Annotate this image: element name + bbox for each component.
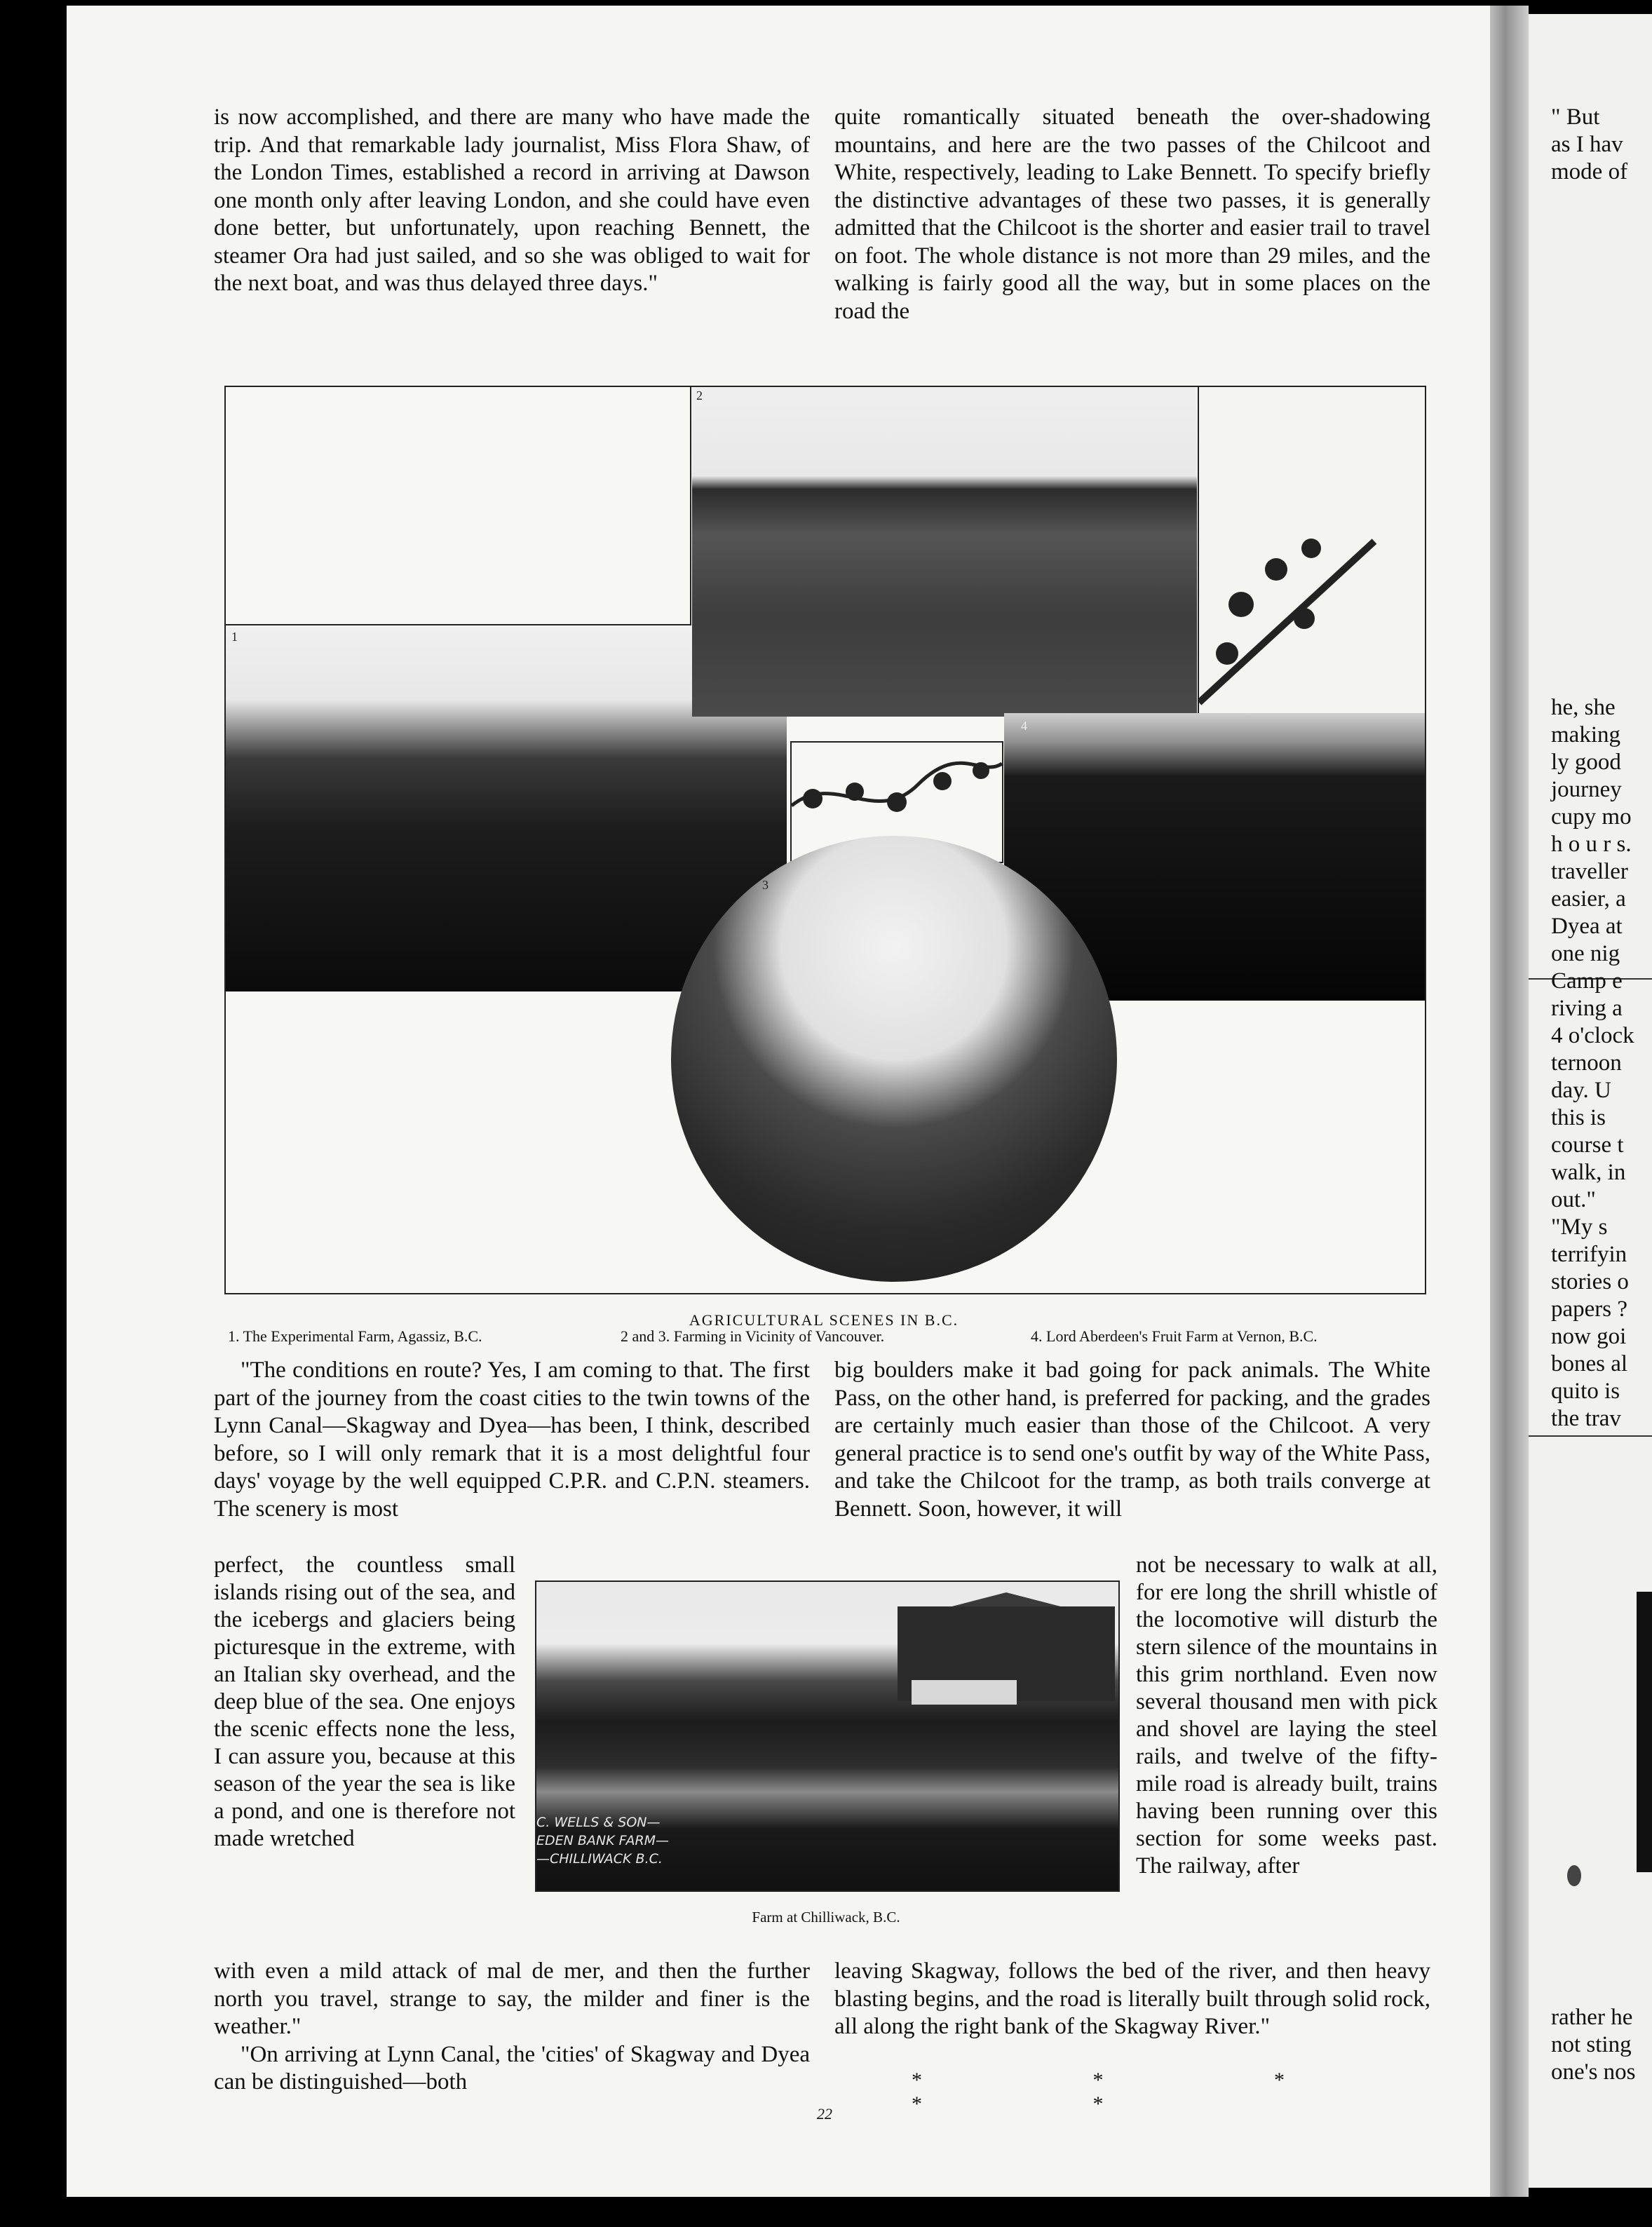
ink-spot xyxy=(1567,1865,1581,1886)
divider xyxy=(1529,1435,1652,1437)
paragraph: perfect, the countless small islands rising out of the sea, and the icebergs and glaciers being picturesque in the extreme, with an Italian sky overhead, and the deep blue of the sea. One enjoys the scenic effects none the less, I can assure you, because at this season of the year the sea is like a pond, and one is therefore not made wretched xyxy=(214,1552,515,1851)
article-column-top-left xyxy=(214,104,810,298)
paragraph: leaving Skagway, follows the bed of the river, and then heavy blasting begins, and the road is literally built through solid rock, all along the right bank of the Skagway River." xyxy=(834,1958,1430,2039)
facing-page-line: h o u r s. xyxy=(1551,832,1632,857)
photo-number: 2 xyxy=(696,388,703,402)
article-column-mid-left xyxy=(214,1357,810,1523)
facing-page-line: papers ? xyxy=(1551,1297,1628,1322)
stamp-line: —CHILLIWACK B.C. xyxy=(536,1851,663,1867)
photo-number: 4 xyxy=(1021,719,1027,733)
facing-page-line: stories o xyxy=(1551,1269,1629,1294)
facing-page-line: out." xyxy=(1551,1187,1596,1212)
collage-title: AGRICULTURAL SCENES IN B.C. xyxy=(689,1311,959,1329)
facing-page-line: journey xyxy=(1551,777,1622,802)
facing-page-line: now goi xyxy=(1551,1324,1627,1349)
photo-number: 3 xyxy=(762,878,769,892)
facing-page-line: quito is xyxy=(1551,1379,1620,1404)
collage-foliage-panel xyxy=(1198,387,1426,713)
facing-page-line: terrifyin xyxy=(1551,1242,1627,1267)
facing-page-line: one's nos xyxy=(1551,2059,1636,2085)
facing-page-line: 4 o'clock xyxy=(1551,1023,1634,1048)
collage-caption-2: 2 and 3. Farming in Vicinity of Vancouver. xyxy=(621,1327,885,1345)
photo-farming-vancouver-haystacks xyxy=(692,387,1197,717)
facing-page-line: the trav xyxy=(1551,1406,1621,1431)
photo-edge xyxy=(1637,1592,1652,1872)
article-column-bottom-right xyxy=(834,1958,1430,2041)
facing-page-line: Camp e xyxy=(1551,968,1623,994)
facing-page-line: riving a xyxy=(1551,996,1623,1021)
paragraph: "The conditions en route? Yes, I am coming to that. The first part of the journey from the coast cities to the twin towns of the Lynn Canal—Skagway and Dyea—has been, I think, described before, so I will only remark that it is a most delightful four days' voyage by the well equipped C.P.R. and C.P.N. steamers. The scenery is most xyxy=(214,1358,810,1522)
farm-photo-caption: Farm at Chilliwack, B.C. xyxy=(752,1909,900,1925)
barn-wall xyxy=(912,1680,1017,1705)
stamp-line: EDEN BANK FARM— xyxy=(536,1833,670,1848)
facing-page-line: this is xyxy=(1551,1105,1606,1130)
photo-farming-vancouver-horses xyxy=(671,836,1117,1282)
facing-page-line: mode of xyxy=(1551,159,1628,184)
facing-page-line: not sting xyxy=(1551,2032,1632,2057)
section-separator: * * * * * xyxy=(912,2069,1367,2116)
scan-border-left xyxy=(0,0,67,2227)
facing-page-line: ternoon xyxy=(1551,1050,1622,1076)
facing-page-line: as I hav xyxy=(1551,132,1623,157)
facing-page-line: " But xyxy=(1551,104,1600,130)
book-gutter xyxy=(1490,6,1529,2197)
stamp-line: C. WELLS & SON— xyxy=(536,1815,661,1830)
facing-page-line: cupy mo xyxy=(1551,804,1632,830)
facing-page-line: traveller xyxy=(1551,859,1628,884)
agricultural-scenes-collage xyxy=(224,386,1426,1294)
facing-page-line: Dyea at xyxy=(1551,914,1623,939)
foliage-illustration xyxy=(1199,387,1426,713)
paragraph: big boulders make it bad going for pack animals. The White Pass, on the other hand, is preferred for packing, and the grades are certainly much easier than those of the Chilcoot. A very general practice is to send one's outfit by way of the White Pass, and take the Chilcoot for the tramp, as both trails converge at Bennett. Soon, however, it will xyxy=(834,1358,1430,1522)
facing-page-line: one nig xyxy=(1551,941,1620,966)
paragraph: not be necessary to walk at all, for ere long the shrill whistle of the locomotive will disturb the stern silence of the mountains in this grim northland. Even now several thousand men with pick and shovel are laying the steel rails, and twelve of the fifty-mile road is already built, trains having been running over this section for some weeks past. The railway, after xyxy=(1136,1552,1437,1879)
facing-page-line: "My s xyxy=(1551,1214,1608,1240)
facing-page-line: rather he xyxy=(1551,2005,1633,2030)
photo-chilliwack-farm xyxy=(535,1580,1120,1892)
paragraph: "On arriving at Lynn Canal, the 'cities' of Skagway and Dyea can be distinguished—both xyxy=(214,2041,810,2094)
facing-page-line: walk, in xyxy=(1551,1160,1626,1185)
facing-page-line: day. U xyxy=(1551,1078,1611,1103)
paragraph: quite romantically situated beneath the over-shadowing mountains, and here are the two passes of the Chilcoot and White, respectively, leading to Lake Bennett. To specify briefly the distinctive advantages of these two passes, it is generally admitted that the Chilcoot is the shorter and easier trail to travel on foot. The whole distance is not more than 29 miles, and the walking is fairly good all the way, but in some places on the road the xyxy=(834,104,1430,324)
facing-page-line: ly good xyxy=(1551,750,1621,775)
article-column-wrap-right xyxy=(1136,1552,1437,1880)
facing-page-line: bones al xyxy=(1551,1351,1628,1376)
article-column-wrap-left xyxy=(214,1552,515,1853)
photo-stamp xyxy=(536,1813,669,1868)
facing-page-line: making xyxy=(1551,722,1620,747)
paragraph: is now accomplished, and there are many who have made the trip. And that remarkable lady journalist, Miss Flora Shaw, of the London Times, established a record in arriving at Dawson one month only after leaving London, and she could have even done better, but unfortunately, upon reaching Bennett, the steamer Ora had just sailed, and so she was obliged to wait for the next boat, and was thus delayed three days." xyxy=(214,104,810,296)
facing-page-line: easier, a xyxy=(1551,886,1626,912)
article-column-mid-right xyxy=(834,1357,1430,1523)
photo-number: 1 xyxy=(231,630,238,644)
collage-caption-3: 4. Lord Aberdeen's Fruit Farm at Vernon, B.C. xyxy=(1031,1327,1318,1345)
collage-blank-panel xyxy=(226,387,691,625)
page-number: 22 xyxy=(817,2105,832,2123)
article-column-bottom-left xyxy=(214,1958,810,2097)
facing-page xyxy=(1529,14,1652,2188)
facing-page-line: he, she xyxy=(1551,695,1616,720)
article-column-top-right xyxy=(834,104,1430,325)
collage-caption-1: 1. The Experimental Farm, Agassiz, B.C. xyxy=(228,1327,482,1345)
facing-page-line: course t xyxy=(1551,1132,1624,1158)
paragraph: with even a mild attack of mal de mer, and then the further north you travel, strange to say, the milder and finer is the weather." xyxy=(214,1958,810,2039)
